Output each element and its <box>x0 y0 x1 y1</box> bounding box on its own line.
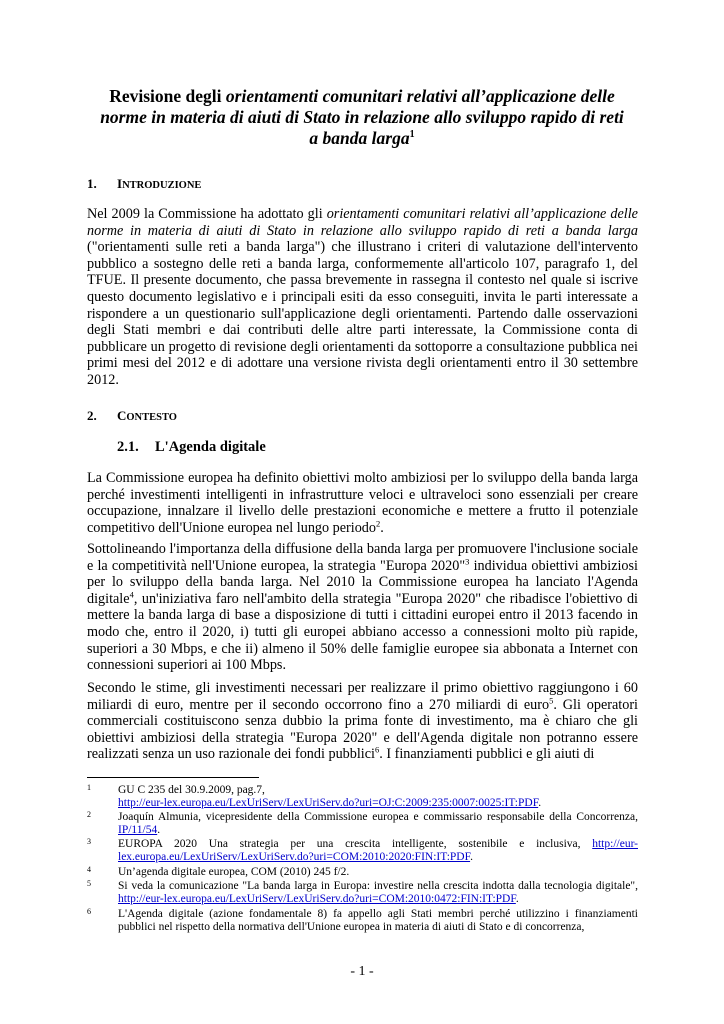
text-run: La Commissione europea ha definito obiettivi molto ambiziosi per lo sviluppo della banda larga perché investimenti intelligenti in infrastrutture veloci e ultraveloci sono essenziali per creare occupazione, innalzare il livello delle prestazioni economiche e mettere a frutto il potenziale competitivo dell'Unione europea nel lungo periodo <box>87 470 638 536</box>
subsection-number: 2.1. <box>117 439 139 455</box>
text-run: . <box>380 519 384 536</box>
footnote-text-end: . <box>515 893 519 906</box>
page-number: - 1 - <box>350 964 374 979</box>
text-run: . I finanziamenti pubblici e gli aiuti di <box>379 746 595 763</box>
footnote-text-end: . <box>470 851 473 864</box>
section-title-rest: ONTESTO <box>126 412 177 423</box>
subsection-heading-agenda-digitale <box>117 439 266 456</box>
footnote-text: GU C 235 del 30.9.2009, pag.7, <box>118 784 265 796</box>
footnote-text-end: . <box>538 797 542 810</box>
footnote-6 <box>87 908 638 935</box>
footnote-link[interactable]: http://eur-lex.europa.eu/LexUriServ/LexUriServ.do?uri=COM:2010:0472:FIN:IT:PDF <box>118 893 516 906</box>
title-italic-text: orientamenti comunitari relativi all’applicazione delle norme in materia di aiuti di Stato in relazione allo sviluppo rapido di reti a banda larga <box>100 86 624 148</box>
section-title-initial: C <box>117 408 127 423</box>
footnote-link[interactable]: http://eur-lex.europa.eu/LexUriServ/LexUriServ.do?uri=OJ:C:2009:235:0007:0025:IT:PDF <box>118 797 539 810</box>
footnote-text: L'Agenda digitale (azione fondamentale 8) fa appello agli Stati membri perché utilizzino i finanziamenti pubblici nel rispetto della normativa dell'Unione europea in materia di aiuti di Stato e di concorrenza, <box>118 908 638 934</box>
document-title <box>100 86 624 149</box>
footnote-number: 2 <box>87 810 91 819</box>
italic-run: orientamenti comunitari relativi all’applicazione delle norme in materia di aiuti di Stato in relazione allo sviluppo rapido di reti a banda larga <box>87 206 638 239</box>
paragraph-agenda-1 <box>87 470 638 536</box>
footnote-4 <box>87 866 638 879</box>
section-title-initial: I <box>117 176 123 191</box>
text-run: . Gli operatori commerciali costituiscono senza dubbio la prima fonte di investimento, ma è chiaro che gli obiettivi ambiziosi della strategia "Europa 2020" e dell'Agenda digitale non potranno essere realizzati senza un uso razionale dei fondi pubblici <box>87 696 638 763</box>
footnote-number: 3 <box>87 837 91 846</box>
paragraph-agenda-3 <box>87 680 638 763</box>
footnote-ref[interactable]: 3 <box>465 555 470 566</box>
section-heading-contesto <box>87 408 177 424</box>
footnote-number: 6 <box>87 907 91 916</box>
paragraph-agenda-2 <box>87 541 638 674</box>
footnote-text: Si veda la comunicazione "La banda larga in Europa: investire nella crescita indotta dalla tecnologia digitale", <box>118 880 638 892</box>
text-run: Sottolineando l'importanza della diffusione della banda larga per promuovere l'inclusione sociale e la competitività nell'Unione europea, la strategia "Europa 2020" <box>87 541 638 574</box>
footnote-ref[interactable]: 2 <box>376 518 381 529</box>
footnote-ref[interactable]: 6 <box>374 744 380 755</box>
subsection-title: L'Agenda digitale <box>155 439 266 455</box>
footnote-5 <box>87 880 638 907</box>
text-run: Nel 2009 la Commissione ha adottato gli <box>87 206 327 222</box>
text-run: , un'iniziativa faro nell'ambito della strategia "Europa 2020" che ribadisce l'obiettivo di mettere la banda larga di base a disposizione di tutti i cittadini europei entro il 2013 facendo in modo che, entro il 2020, i) tutti gli europei abbiano accesso a connessioni molto più rapide, superiori a 30 Mbps, e che ii) almeno il 50% delle famiglie europee sia abbonata a Internet con connessioni superiori ai 100 Mbps. <box>87 590 638 674</box>
footnote-text-end: . <box>157 824 161 837</box>
text-run: Secondo le stime, gli investimenti necessari per realizzare il primo obiettivo raggiungono i 60 miliardi di euro, mentre per il secondo occorrono fino a 270 miliardi di euro <box>87 680 638 713</box>
footnote-link[interactable]: http://eur-lex.europa.eu/LexUriServ/LexUriServ.do?uri=COM:2010:2020:FIN:IT:PDF <box>118 838 638 864</box>
footnote-text: EUROPA 2020 Una strategia per una crescita intelligente, sostenibile e inclusiva, <box>118 838 593 850</box>
section-title-rest: NTRODUZIONE <box>122 180 202 191</box>
title-text: Revisione degli <box>109 86 226 106</box>
footnote-1 <box>87 784 638 811</box>
section-number: 2. <box>87 408 97 423</box>
footnote-number: 5 <box>87 879 91 888</box>
footnote-link[interactable]: IP/11/54 <box>118 824 158 837</box>
footnote-2 <box>87 811 638 838</box>
section-heading-introduzione <box>87 176 201 192</box>
paragraph-introduzione <box>87 206 638 389</box>
footnote-text: Joaquín Almunia, vicepresidente della Commissione europea e commissario responsabile della Concorrenza, <box>118 811 638 823</box>
footnote-ref[interactable]: 5 <box>549 694 554 705</box>
footnote-separator <box>87 777 259 778</box>
footnote-text: Un’agenda digitale europea, COM (2010) 245 f/2. <box>118 866 350 878</box>
footnote-3 <box>87 838 638 865</box>
footnote-number: 4 <box>87 865 91 874</box>
footnote-ref[interactable]: 1 <box>409 129 415 141</box>
footnote-ref[interactable]: 4 <box>129 589 134 600</box>
section-number: 1. <box>87 176 97 191</box>
footnote-number: 1 <box>87 783 91 792</box>
text-run: ("orientamenti sulle reti a banda larga") che illustrano i criteri di valutazione dell'intervento pubblico a sostegno delle reti a banda larga, conformemente all'articolo 107, paragrafo 1, del TFUE. Il presente documento, che passa brevemente in rassegna il contesto nel quale si iscrive questo documento legislativo e i principali esiti da esso conseguiti, invita le parti interessate a rispondere a un questionario sull'applicazione degli orientamenti. Partendo dalle osservazioni degli Stati membri e dai contributi delle altre parti interessate, la Commissione conta di pubblicare un progetto di revisione degli orientamenti da sottoporre a consultazione pubblica nei primi mesi del 2012 e di adottare una versione rivista degli orientamenti entro il 30 settembre 2012. <box>87 239 638 388</box>
text-run: individua obiettivi ambiziosi per lo sviluppo della banda larga. Nel 2010 la Commissione europea ha lanciato l'Agenda digitale <box>87 557 638 607</box>
